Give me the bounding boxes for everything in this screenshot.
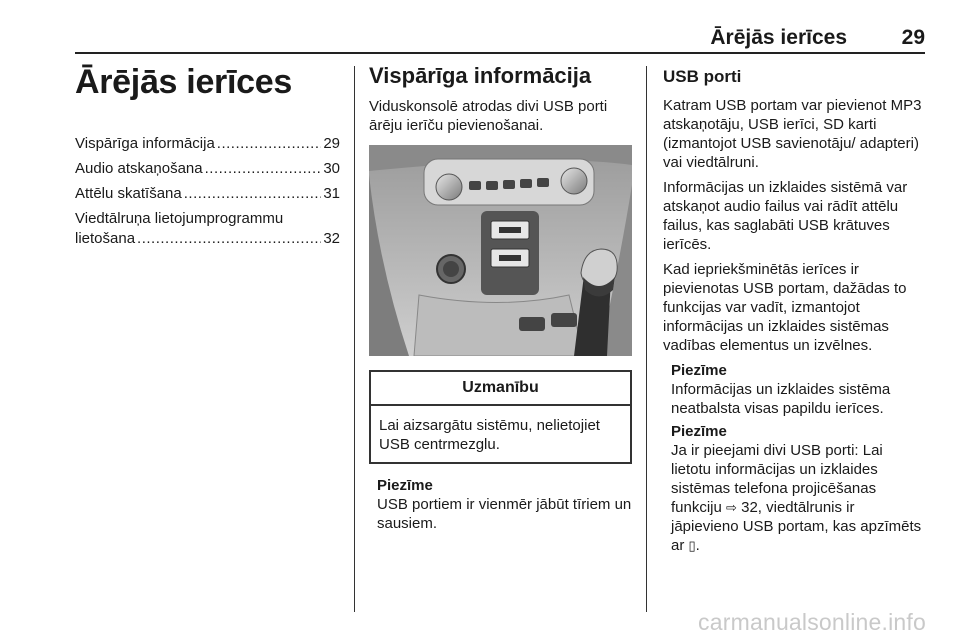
note: [369, 476, 632, 533]
usb-paragraph-1: Katram USB portam var pievienot MP3 atskaņotāju, USB ierīci, SD karti (izmantojot USB savienotāju/ adapteri) vai viedtālruni.: [663, 97, 922, 171]
toc-leader-dots: [205, 159, 322, 179]
usb-paragraph-3: Kad iepriekšminētās ierīces ir pievienotas USB portam, dažādas to funkcijas var vadīt, izmantojot informācijas un izklaides sistēmas vadības elementus un izvēlnes.: [663, 261, 907, 354]
note-title: Piezīme: [671, 423, 727, 440]
toc-entry[interactable]: [75, 209, 340, 249]
note-text-part: Ja ir pieejami divi USB porti: Lai lietotu informācijas un izklaides sistēmas telefona projicēšanas funkciju: [671, 442, 883, 516]
toc-entry-label-line1: Viedtālruņa lietojumprogrammu: [75, 210, 284, 227]
usb-ports-photo: [369, 145, 632, 356]
section-title: Vispārīga informācija: [369, 63, 592, 88]
subsection-title: USB porti: [663, 67, 742, 86]
toc-entry-label: lietošana: [75, 230, 136, 247]
note: [663, 422, 926, 555]
intro-paragraph: Viduskonsolē atrodas divi USB porti ārēju ierīču pievienošanai.: [369, 98, 608, 134]
caution-text: Lai aizsargātu sistēmu, nelietojiet USB centrmezglu.: [379, 417, 600, 453]
toc-entry-page: 32: [323, 230, 340, 247]
column-divider-2: [646, 66, 647, 612]
toc-leader-dots: [217, 134, 322, 154]
general-info-column: [369, 62, 632, 533]
toc-entry-label: Vispārīga informācija: [75, 135, 215, 152]
note-title: Piezīme: [671, 362, 727, 379]
toc-entry[interactable]: [75, 134, 340, 154]
toc-entry-page: 30: [323, 160, 340, 177]
note-text: [671, 441, 926, 555]
note-text: Informācijas un izklaides sistēma neatbalsta visas papildu ierīces.: [671, 381, 891, 417]
note-text-part: 32, viedtālrunis ir jāpievieno USB portam, kas apzīmēts ar: [671, 499, 922, 554]
running-header: [75, 26, 925, 54]
page-number: 29: [901, 26, 925, 49]
toc-entry[interactable]: [75, 159, 340, 179]
toc-entry-page: 31: [323, 185, 340, 202]
caution-box: [369, 370, 632, 464]
toc-entry-label: Audio atskaņošana: [75, 160, 203, 177]
running-title: Ārējās ierīces: [710, 26, 847, 49]
chapter-column: [75, 60, 340, 254]
chapter-title: Ārējās ierīces: [75, 63, 292, 101]
toc-entry-label: Attēlu skatīšana: [75, 185, 182, 202]
phone-usb-symbol-icon: ▯: [688, 538, 696, 553]
toc-entry[interactable]: [75, 184, 340, 204]
center-console-illustration: [369, 145, 632, 356]
usb-ports-column: [663, 62, 926, 559]
toc-leader-dots: [137, 229, 321, 249]
header-rule: [75, 52, 925, 54]
usb-paragraph-2: Informācijas un izklaides sistēmā var atskaņot audio failus vai rādīt attēlu failus, kas saglabāti USB krātuves ierīcēs.: [663, 179, 908, 253]
note-text: USB portiem ir vienmēr jābūt tīriem un sausiem.: [377, 496, 632, 532]
toc-entry-page: 29: [323, 135, 340, 152]
note-title: Piezīme: [377, 477, 433, 494]
watermark: carmanualsonline.info: [698, 609, 926, 635]
toc-leader-dots: [184, 184, 322, 204]
column-divider-1: [354, 66, 355, 612]
note: [663, 361, 926, 418]
page-reference-arrow-icon[interactable]: ⇨: [726, 500, 737, 515]
caution-title: Uzmanību: [371, 372, 630, 406]
note-text-part: .: [695, 537, 700, 554]
table-of-contents: [75, 134, 340, 249]
